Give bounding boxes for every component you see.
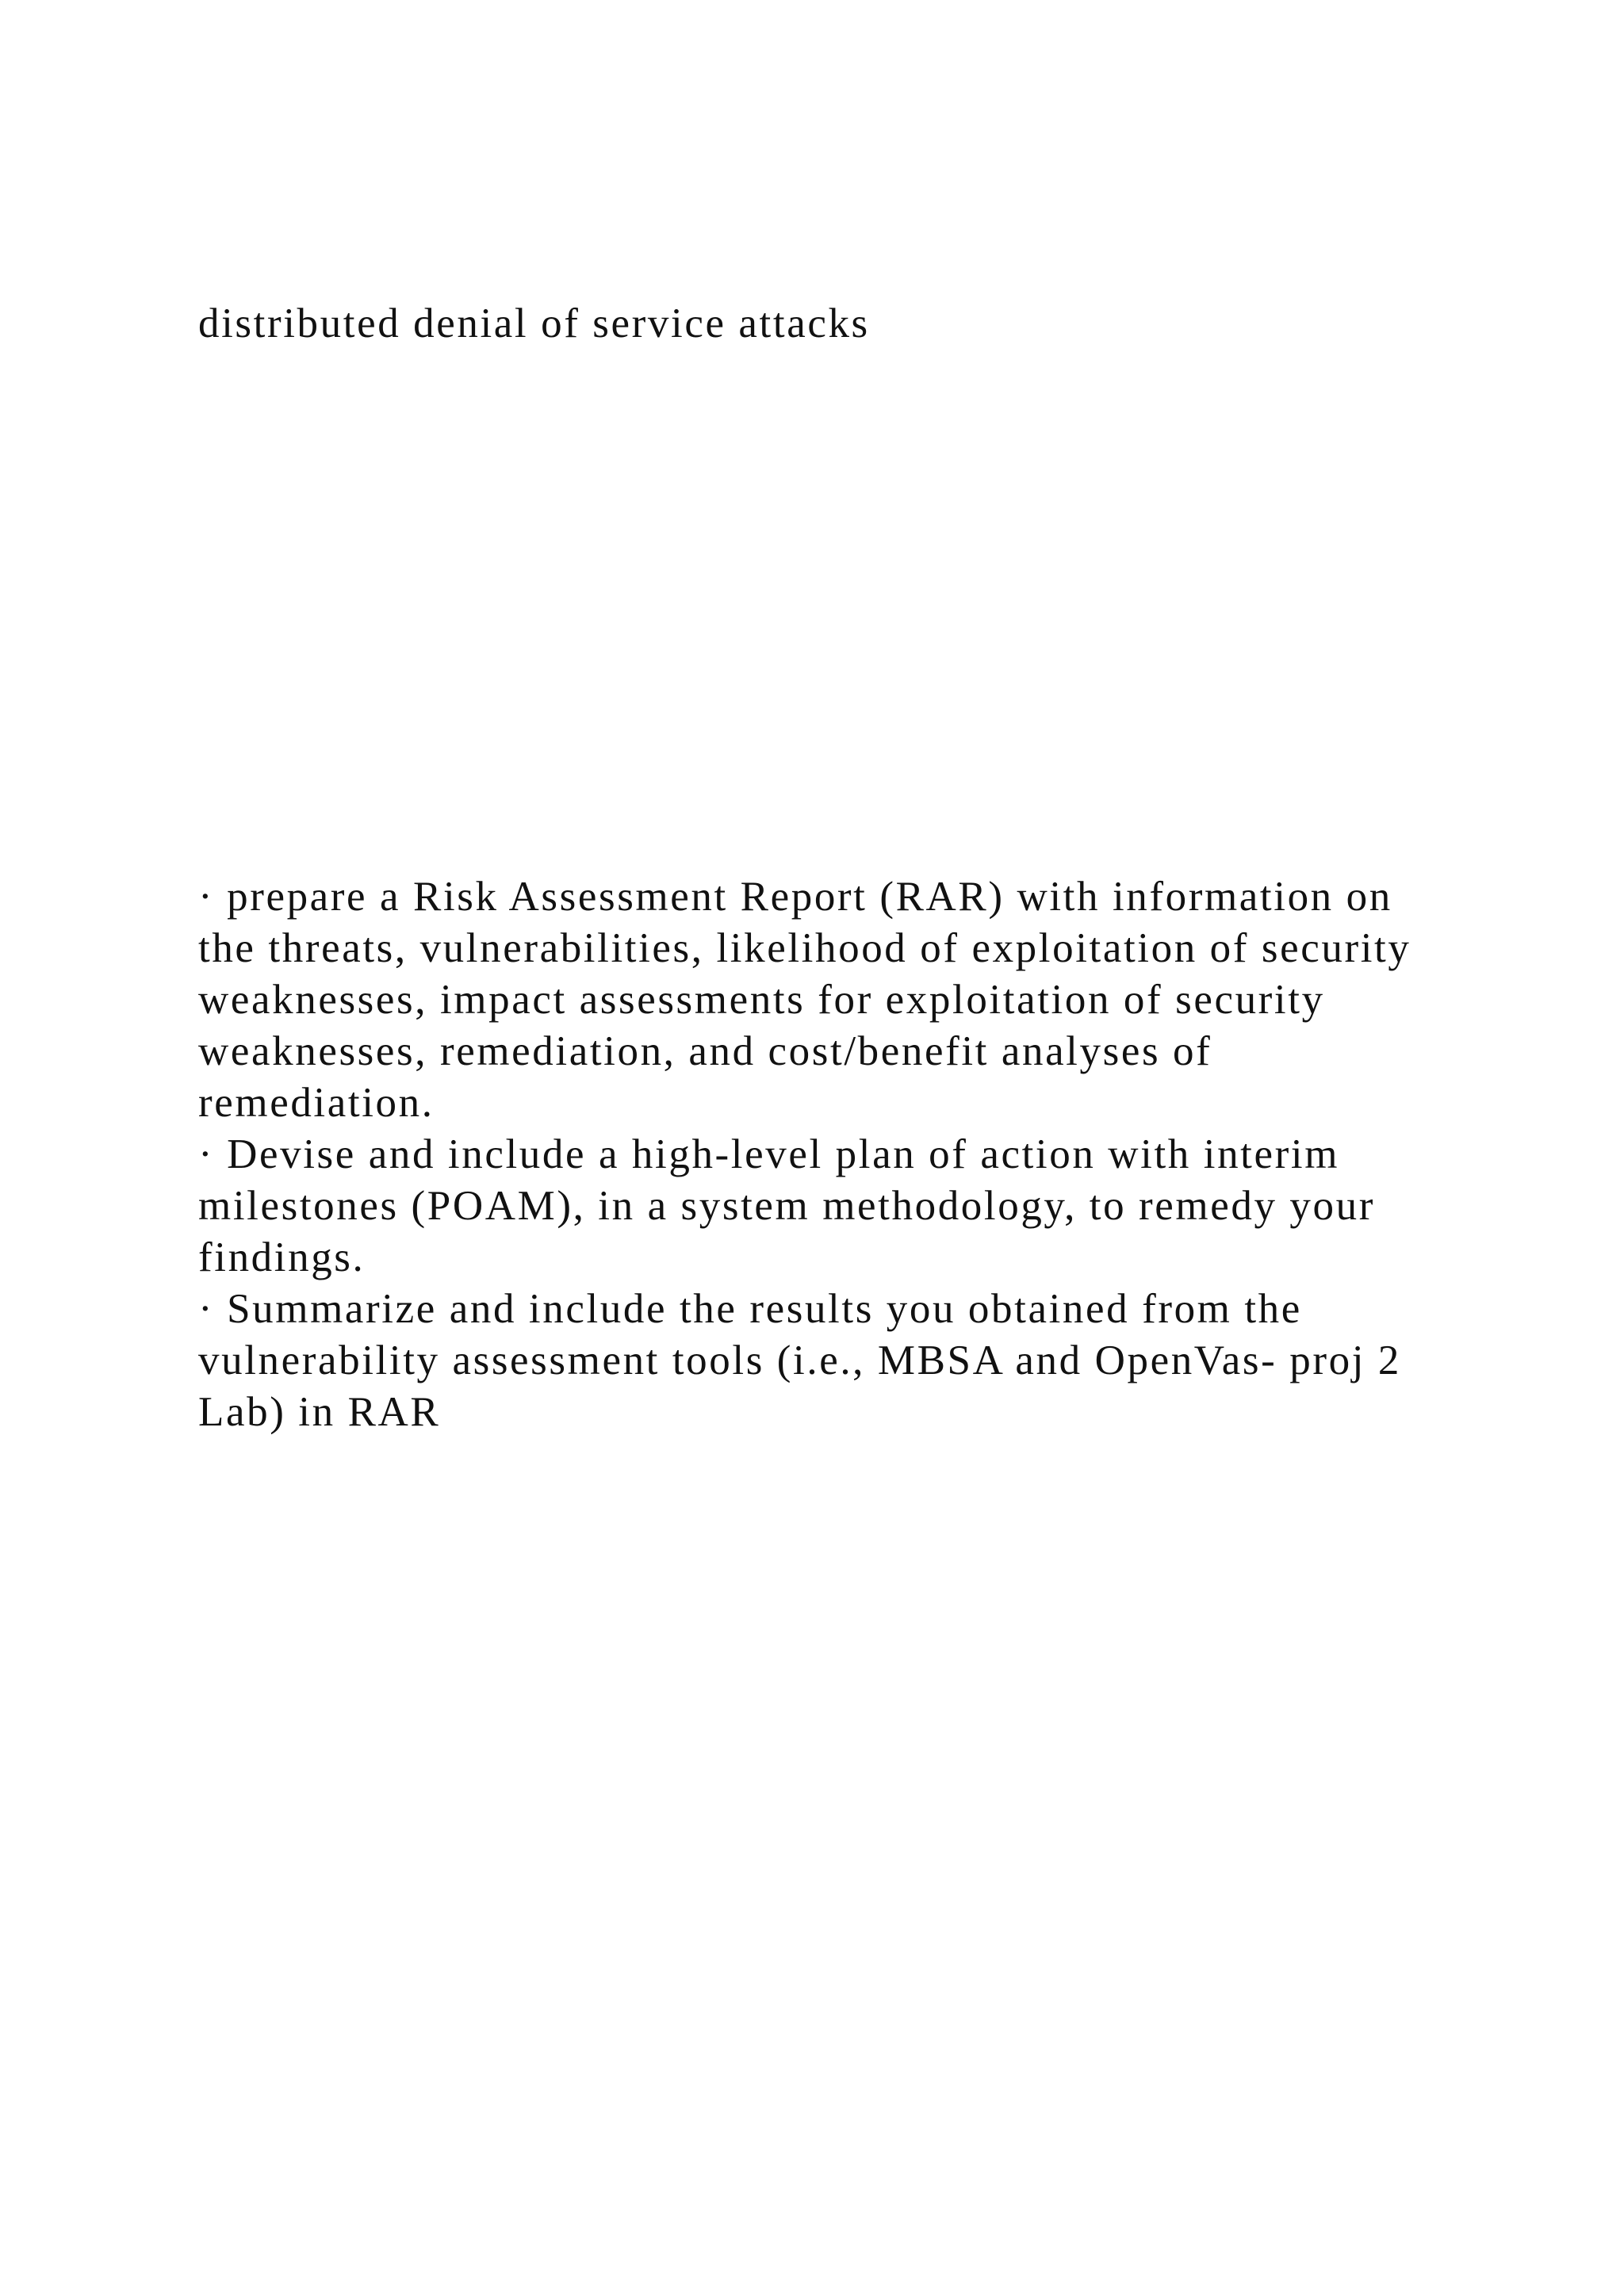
heading-text	[198, 298, 1546, 350]
bullet-line: Lab) in RAR	[198, 1389, 441, 1435]
bullet-line: weaknesses, remediation, and cost/benefit analyses of	[198, 1028, 1212, 1074]
bullet-list	[198, 871, 1546, 1438]
bullet-line: the threats, vulnerabilities, likelihood of exploitation of security	[198, 925, 1411, 971]
bullet-line: remediation.	[198, 1080, 435, 1126]
bullet-line: vulnerability assessment tools (i.e., MBSA and OpenVas- proj 2	[198, 1337, 1401, 1383]
bullet-line: findings.	[198, 1234, 366, 1280]
bullet-line: · prepare a Risk Assessment Report (RAR) with information on	[198, 874, 1392, 920]
bullet-line: · Summarize and include the results you obtained from the	[198, 1286, 1302, 1332]
bullet-line: weaknesses, impact assessments for exploitation of security	[198, 977, 1325, 1023]
heading-line: distributed denial of service attacks	[198, 300, 870, 346]
bullet-line: milestones (POAM), in a system methodology, to remedy your	[198, 1183, 1375, 1229]
bullet-line: · Devise and include a high-level plan of action with interim	[198, 1131, 1340, 1177]
